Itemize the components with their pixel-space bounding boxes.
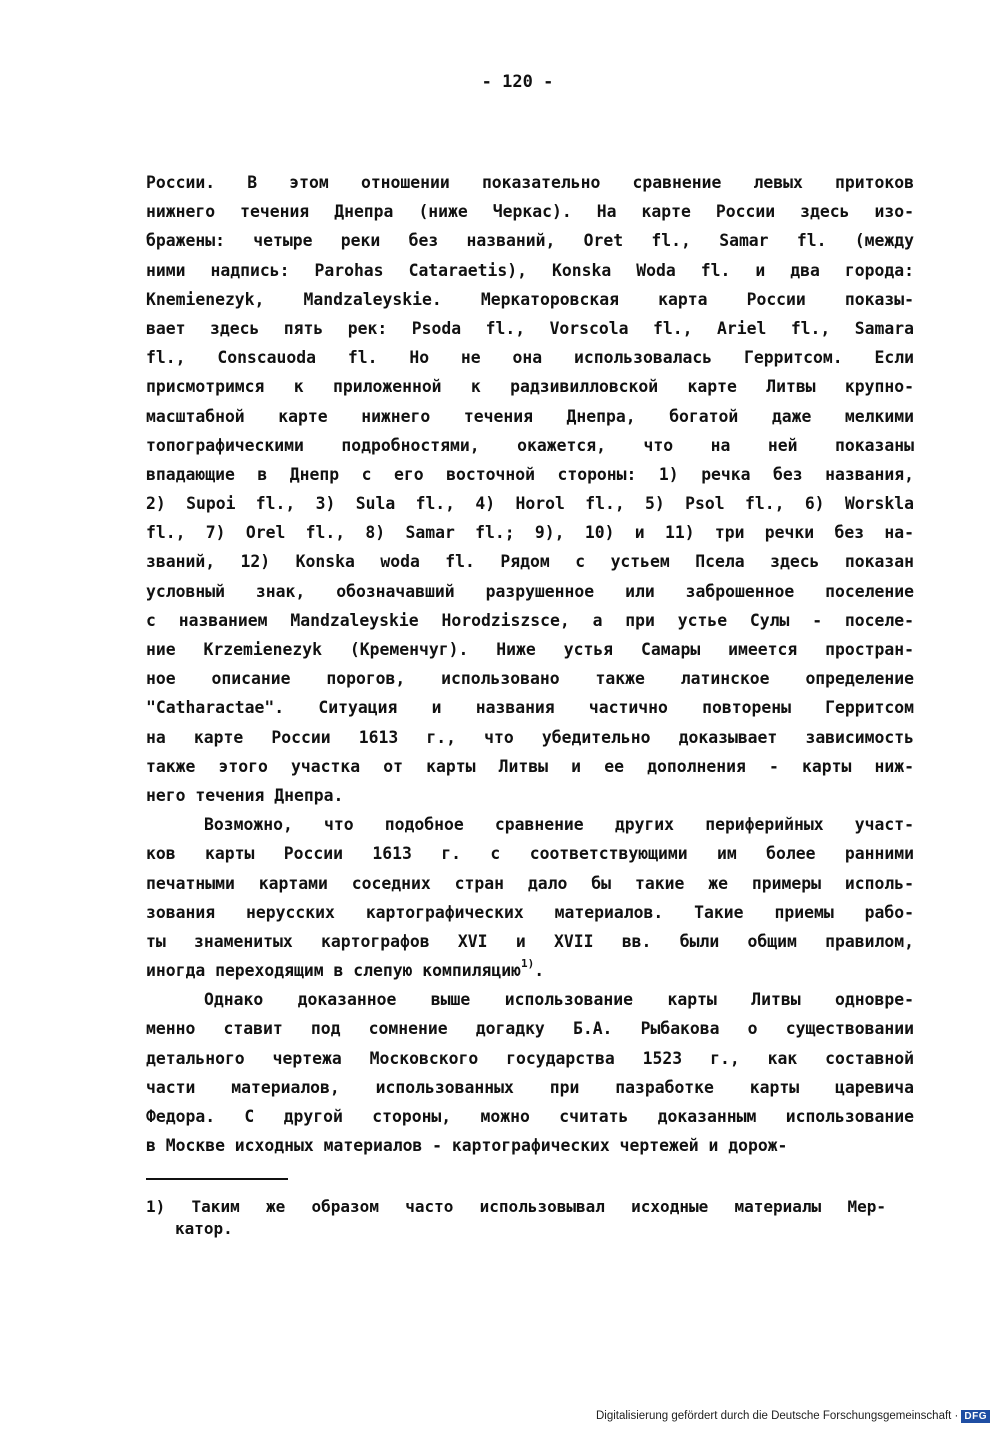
text-line [146,810,914,839]
line-text: части материалов, использованных при пазработке карты царевича [146,1077,914,1097]
text-line [146,168,914,197]
text-line [146,1073,914,1102]
text-line [146,693,914,722]
line-text: зования нерусских картографических материалов. Такие приемы рабо- [146,902,914,922]
text-line [146,985,914,1014]
line-text: топографическими подробностями, окажется, что на ней показаны [146,435,914,455]
line-text: на карте России 1613 г., что убедительно доказывает зависимость [146,727,914,747]
text-line [146,431,914,460]
text-line [146,927,914,956]
text-line [146,956,914,985]
text-line [146,781,914,810]
footnote-line: катор. [175,1219,233,1238]
line-text: нижнего течения Днепра (ниже Черкас). На карте России здесь изо- [146,202,914,222]
line-text: ты знаменитых картографов XVI и XVII вв. были общим правилом, [146,931,914,951]
text-line [146,518,914,547]
text-line [146,1044,914,1073]
line-text: Однако доказанное выше использование карты Литвы одновре- [204,990,914,1010]
line-text: ное описание порогов, использовано также латинское определение [146,669,914,689]
text-line [146,723,914,752]
line-text: с названием Mandzaleyskie Horodziszsce, а при устье Сулы - поселе- [146,610,914,630]
line-text: ними надпись: Parohas Cataraetis), Konska Woda fl. и два города: [146,260,914,280]
text-line [146,869,914,898]
line-text: ние Krzemienezyk (Кременчуг). Ниже устья Самары имеется простран- [146,640,914,659]
line-text: впадающие в Днепр с его восточной стороны: 1) речка без названия, [146,464,914,484]
line-text-after: . [534,961,545,981]
line-text: бражены: четыре реки без названий, Oret fl., Samar fl. (между [146,231,914,251]
text-line [146,314,914,343]
text-line [146,343,914,372]
line-text: званий, 12) Konska woda fl. Рядом с устьем Псела здесь показан [146,552,914,572]
text-line [146,197,914,226]
line-text: менно ставит под сомнение догадку Б.А. Рыбакова о существовании [146,1019,914,1039]
line-text: России. В этом отношении показательно сравнение левых притоков [146,173,914,192]
text-line [146,1131,914,1160]
line-text: fl., 7) Orel fl., 8) Samar fl.; 9), 10) и 11) три речки без на- [146,523,914,543]
digitization-credit [596,1407,990,1425]
footnote-divider [146,1178,288,1180]
line-text: условный знак, обозначавший разрушенное или заброшенное поселение [146,581,914,601]
text-line [146,285,914,314]
line-text: в Москве исходных материалов - картографических чертежей и дорож- [146,1136,788,1156]
text-line [146,898,914,927]
text-line [146,839,914,868]
line-text: 2) Supoi fl., 3) Sula fl., 4) Horol fl., 5) Psol fl., 6) Worskla [146,494,914,514]
line-text: Knemienezyk, Mandzaleyskie. Меркаторовская карта России показы- [146,289,914,309]
text-line [146,226,914,255]
text-line [146,606,914,635]
dfg-logo: DFG [961,1410,990,1423]
text-line [146,752,914,781]
body-text [146,168,914,1160]
text-line [146,256,914,285]
page-number: - 120 - [481,72,554,92]
line-text: иногда переходящим в слепую компиляцию [146,961,521,981]
line-text: ков карты России 1613 г. с соответствующими им более ранними [146,844,914,864]
line-text: "Catharactae". Ситуация и названия частично повторены Герритсом [146,698,914,718]
text-line [146,577,914,606]
footnote [146,1196,886,1240]
line-text: fl., Conscauoda fl. Но не она использовалась Герритсом. Если [146,348,914,368]
text-line [146,664,914,693]
line-text: него течения Днепра. [146,785,344,805]
line-text: детального чертежа Московского государства 1523 г., как составной [146,1048,914,1068]
line-text: вает здесь пять рек: Psoda fl., Vorscola fl., Ariel fl., Samara [146,318,914,338]
text-line [146,372,914,401]
text-line [146,402,914,431]
text-line [146,1102,914,1131]
line-text: Федора. С другой стороны, можно считать доказанным использование [146,1107,914,1126]
text-line [146,547,914,576]
footnote-line: 1) Таким же образом часто использовывал исходные материалы Мер- [146,1197,886,1216]
text-line [146,489,914,518]
credit-text: Digitalisierung gefördert durch die Deutsche Forschungsgemeinschaft · [595,1410,959,1422]
text-line [146,1014,914,1043]
text-line [146,460,914,489]
line-text: печатными картами соседних стран дало бы такие же примеры исполь- [146,873,914,893]
footnote-marker: 1) [520,957,535,971]
line-text: также этого участка от карты Литвы и ее дополнения - карты ниж- [146,756,914,776]
text-line [146,635,914,664]
line-text: масштабной карте нижнего течения Днепра, богатой даже мелкими [146,406,914,426]
line-text: присмотримся к приложенной к радзивилловской карте Литвы крупно- [146,377,914,397]
line-text: Возможно, что подобное сравнение других периферийных участ- [204,815,914,835]
